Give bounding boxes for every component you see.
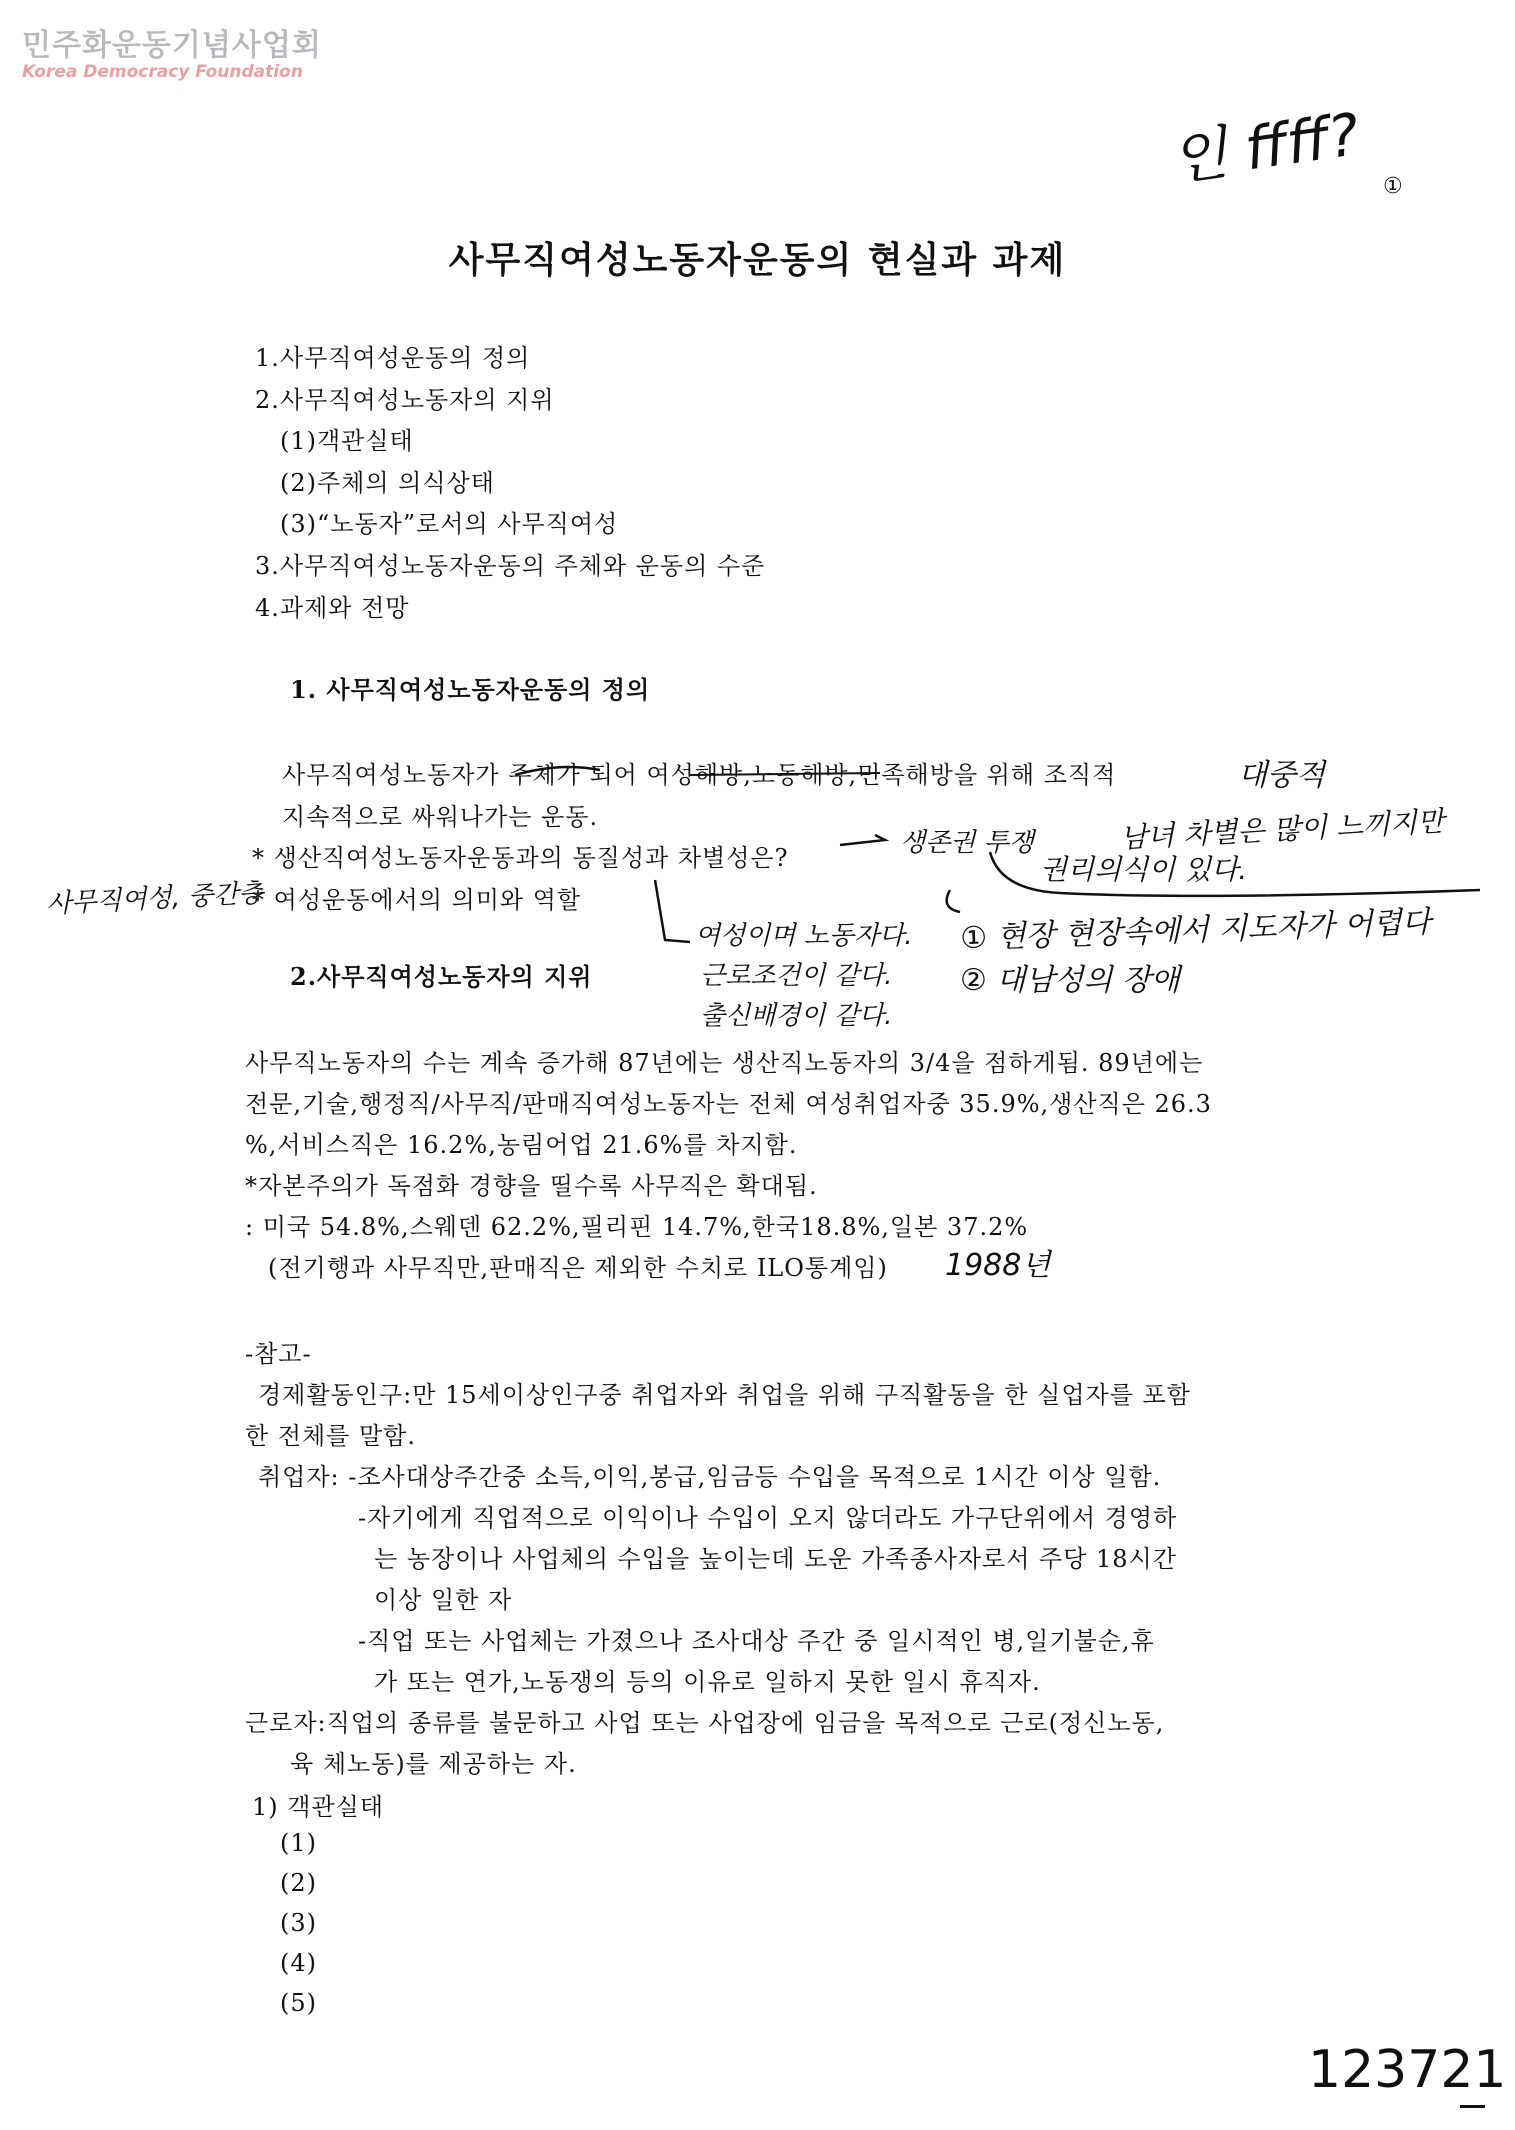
section2-paragraph-line: *자본주의가 독점화 경향을 띨수록 사무직은 확대됨. [245,1172,818,1200]
toc-item: 1.사무직여성운동의 정의 [255,344,531,372]
subsection-heading: 1) 객관실태 [252,1793,384,1821]
section2-heading: 2.사무직여성노동자의 지위 [290,962,593,991]
handwritten-note: ① 현장 현장속에서 지도자가 어렵다 [959,904,1432,957]
foundation-logo-english: Korea Democracy Foundation [22,62,303,82]
reference-line: -직업 또는 사업체는 가졌으나 조사대상 주간 중 일시적인 병,일기불순,휴 [358,1627,1155,1655]
section1-question: * 생산직여성노동자운동과의 동질성과 차별성은? [252,844,789,872]
corner-mark [1460,2105,1485,2108]
toc-item: (3)“노동자”로서의 사무직여성 [280,510,619,538]
toc-item: 4.과제와 전망 [255,594,410,622]
section1-paragraph-line: 사무직여성노동자가 주체가 되어 여성해방,노동해방,민족해방을 위해 조직적 [282,761,1117,789]
reference-heading: -참고- [245,1340,312,1368]
reference-line: 취업자: -조사대상주간중 소득,이익,봉급,임금등 수입을 목적으로 1시간 이상 일함. [258,1463,1162,1491]
handwritten-note: 여성이며 노동자다. [695,921,913,951]
handwritten-note: 권리의식이 있다. [1040,853,1248,886]
foundation-logo-korean: 민주화운동기념사업회 [22,28,322,63]
handwritten-note: 생존권 투쟁 [900,828,1034,858]
list-item: (2) [280,1869,317,1897]
reference-line: 가 또는 연가,노동쟁의 등의 이유로 일하지 못한 일시 휴직자. [374,1668,1041,1696]
list-item: (4) [280,1949,317,1977]
list-item: (5) [280,1989,317,2017]
handwritten-margin-note: 사무직여성, 중간층 [45,878,265,920]
handwritten-note: 출신배경이 같다. [700,1001,893,1031]
toc-item: (1)객관실태 [280,427,414,455]
section2-paragraph-line: 사무직노동자의 수는 계속 증가해 87년에는 생산직노동자의 3/4을 점하게됨. 89년에는 [245,1049,1204,1077]
handwritten-top-note: 인 ffff? [1166,100,1364,194]
reference-line: 육 체노동)를 제공하는 자. [290,1750,577,1778]
document-title: 사무직여성노동자운동의 현실과 과제 [448,239,1067,281]
section2-paragraph-line: 전문,기술,행정직/사무직/판매직여성노동자는 전체 여성취업자중 35.9%,생산직은 26.3 [245,1090,1212,1118]
toc-item: 3.사무직여성노동자운동의 주체와 운동의 수준 [255,552,766,580]
handwritten-note: 근로조건이 같다. [700,961,893,991]
reference-line: 이상 일한 자 [374,1586,513,1614]
reference-line: 는 농장이나 사업체의 수입을 높이는데 도운 가족종사자로서 주당 18시간 [374,1545,1177,1573]
handwritten-note: 대중적 [1238,758,1325,793]
toc-item: 2.사무직여성노동자의 지위 [255,386,555,414]
section2-paragraph-line: : 미국 54.8%,스웨덴 62.2%,필리핀 14.7%,한국18.8%,일본 37.2% [245,1213,1029,1241]
list-item: (1) [280,1829,317,1857]
handwritten-year-note: 1988년 [945,1248,1051,1283]
section1-paragraph-line: 지속적으로 싸워나가는 운동. [282,803,599,831]
reference-line: -자기에게 직업적으로 이익이나 수입이 오지 않더라도 가구단위에서 경영하 [358,1504,1178,1532]
section2-paragraph-line: (전기행과 사무직만,판매직은 제외한 수치로 ILO통계임) [268,1254,888,1282]
reference-line: 근로자:직업의 종류를 불문하고 사업 또는 사업장에 임금을 목적으로 근로(정신노동, [245,1709,1165,1737]
reference-line: 한 전체를 말함. [245,1422,416,1450]
section2-paragraph-line: %,서비스직은 16.2%,농림어업 21.6%를 차지함. [245,1131,798,1159]
section1-heading: 1. 사무직여성노동자운동의 정의 [290,675,651,704]
handwritten-document-number: 123721 [1308,2040,1507,2100]
handwritten-note: ② 대남성의 장애 [960,963,1180,998]
handwritten-note: 남녀 차별은 많이 느끼지만 [1119,804,1445,855]
list-item: (3) [280,1909,317,1937]
reference-line: 경제활동인구:만 15세이상인구중 취업자와 취업을 위해 구직활동을 한 실업자를 포함 [258,1381,1191,1409]
toc-item: (2)주체의 의식상태 [280,469,495,497]
page-marker: ① [1383,174,1403,199]
section1-question: * 여성운동에서의 의미와 역할 [252,886,582,914]
